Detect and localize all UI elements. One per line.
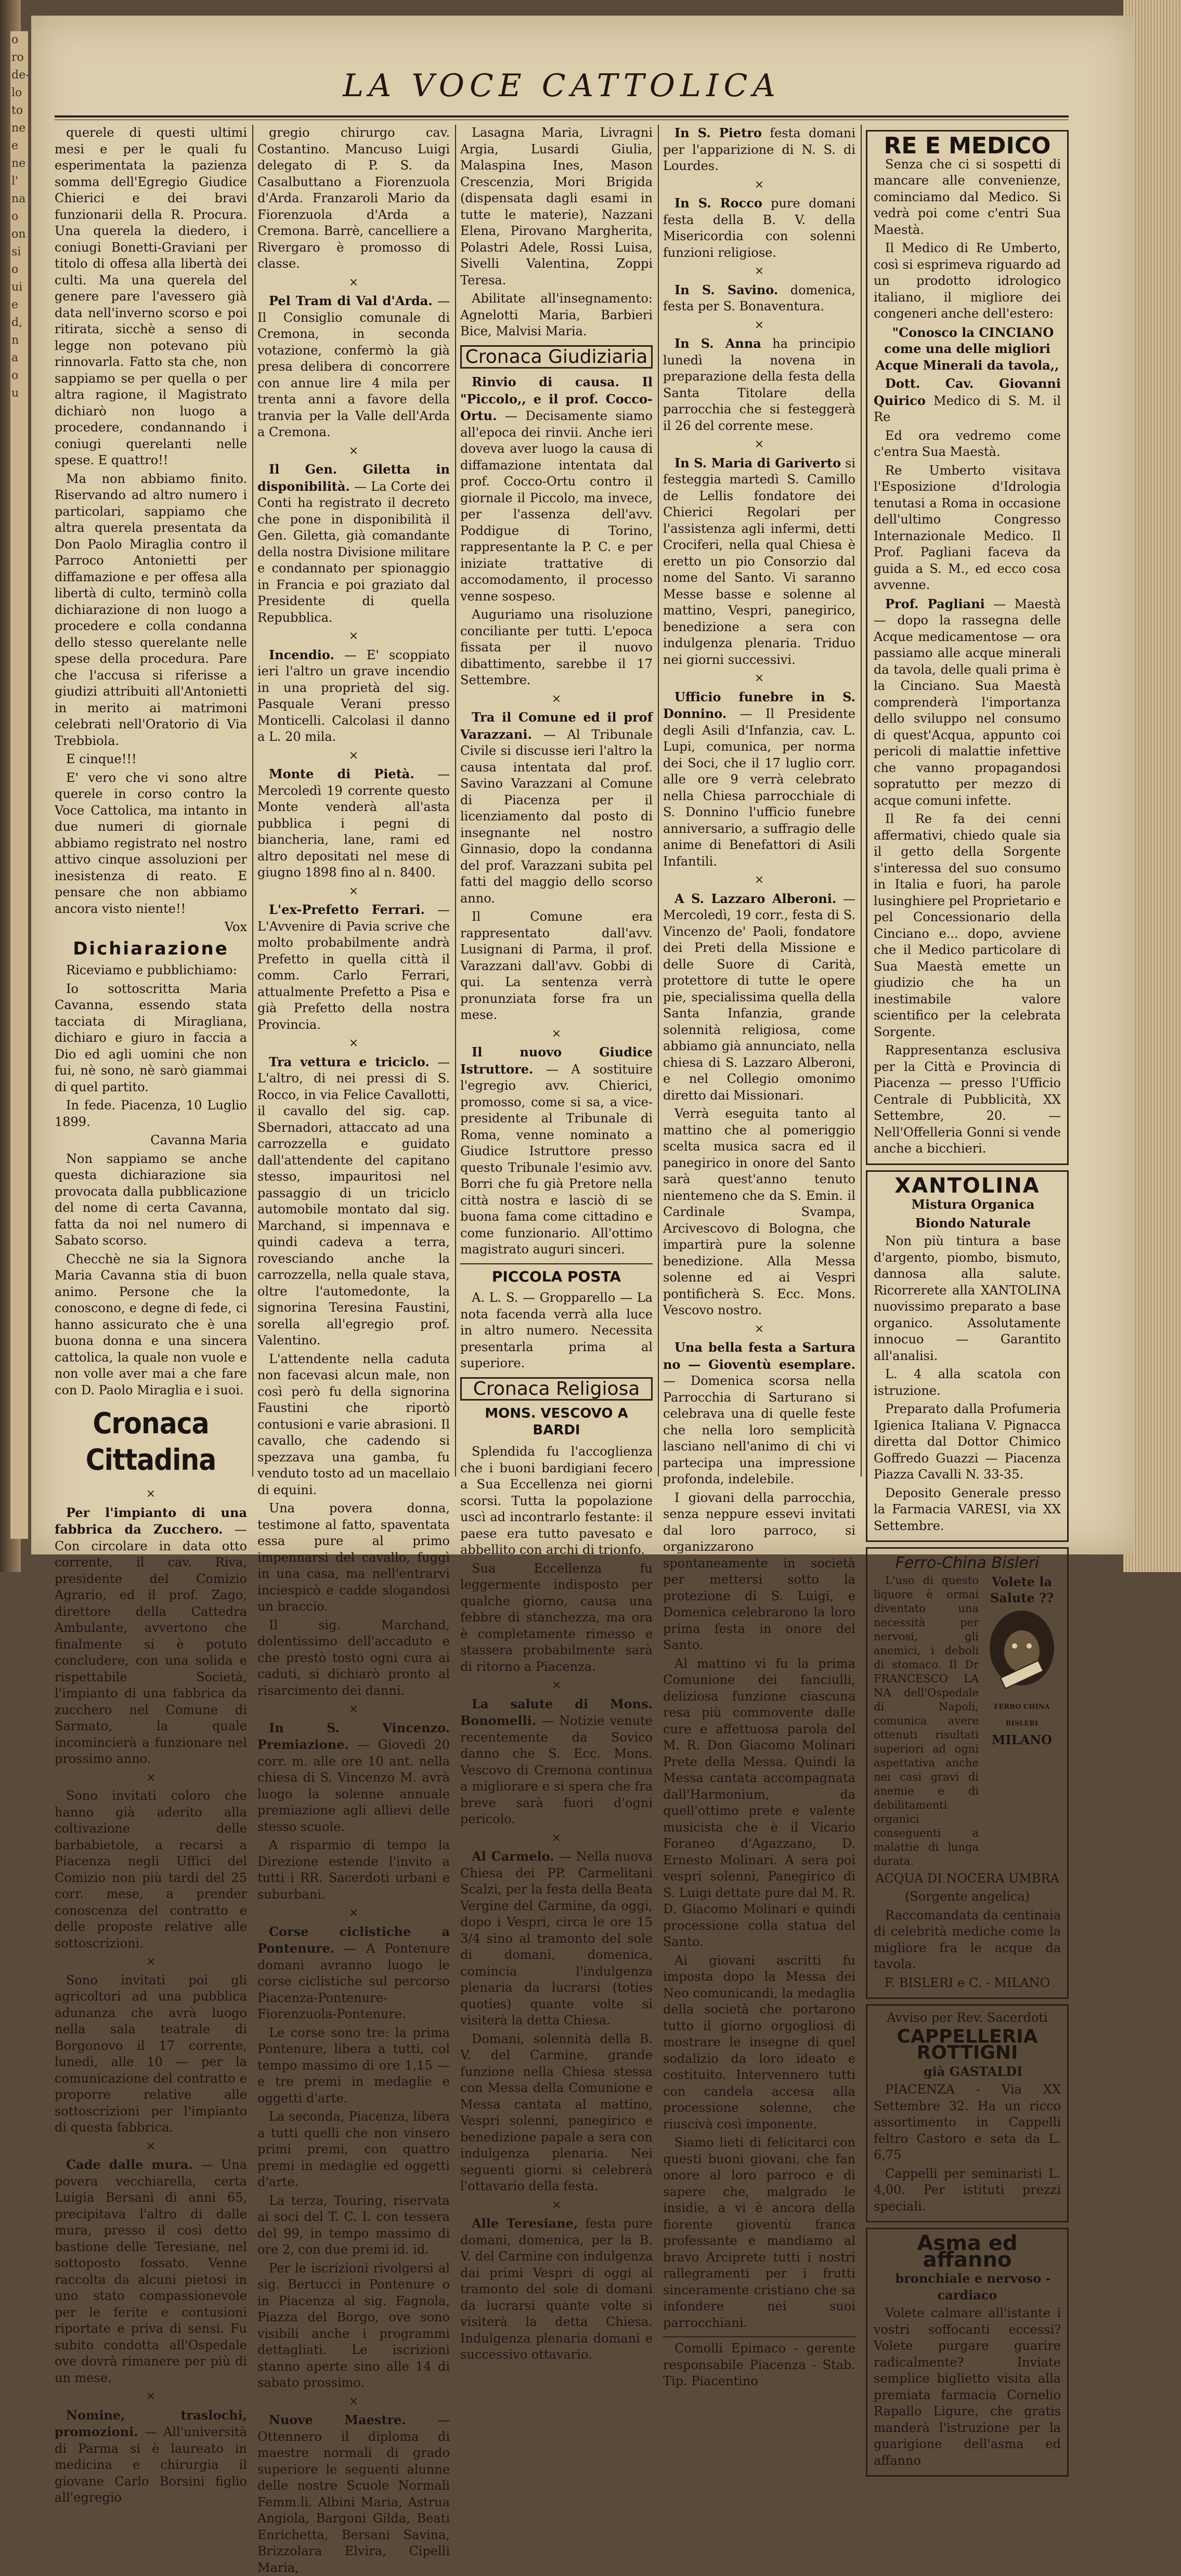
article-text: — Una povera vecchiarella, certa Luigia Bersani di anni 65, precipitava l'altro di dalle mura, presso il così detto bastione delle Teresiane, nel sottoposto fossato. Venne raccolta da alcuni pietosi in uno stato compassionevole per le ferite e contusioni riportate e priva di sensi. Fu subito condotta all'Ospedale ove dovrà rimanere per più di un mese. [55,2157,247,2385]
article-paragraph [460,2215,653,2363]
footer-imprint: Comolli Epimaco - gerente responsabile Piacenza - Stab. Tip. Piacentino [663,2336,855,2390]
article-paragraph [663,195,855,261]
cross-separator: × [754,178,764,191]
article-heading: In S. Savino. [674,282,778,297]
ad-re-e-medico [866,130,1069,1165]
article-paragraph [257,647,450,746]
article-paragraph [257,1617,450,1699]
article-heading: L'ex-Prefetto Ferrari. [269,902,425,917]
article-heading: In S. Pietro [674,125,762,140]
article-paragraph [663,689,855,870]
article-text: Al mattino vi fu la prima Comunione dei fanciulli, deliziosa funzione ciascuna resa più commovente dalle cure e affettuosa parola del M. R. Don Giacomo Molinari Prete della Messa. Quindi la Messa cantata accompagnata dall'Harmonium, da quell'ottimo prete e valente musicista che è il Vicario Foraneo d'Agazzano, D. Ernesto Molinari. A sera poi vespri solenni, Panegirico di S. Luigi dettate pure dal M. R. D. Giacomo Molinari e quindi processione colla statua del Santo. [663,1656,855,1949]
ad-paragraph: Cappelli per seminaristi L. 4,00. Per istituti prezzi speciali. [874,2166,1061,2214]
article-paragraph: A. L. S. — Gropparello — La nota facenda verrà alla luce in altro numero. Necessita presentarla prima al superiore. [460,1290,653,1370]
article-text: festa pure domani, domenica, per la B. V. del Carmine con indulgenza dai primi Vespri di oggi al tramonto del sole di domani da lucrarsi quante volte si visiterà la detta Chiesa. Indulgenza plenaria domani e successivo ottavario. [460,2216,653,2362]
article-paragraph [257,2412,450,2576]
article-text: — Decisamente siamo all'epoca dei rinvii. Anche ieri doveva aver luogo la causa di diffamazione intentata dal prof. Cocco-Ortu contro il giornale il Piccolo, ma invece, per l'assenza dell'avv. Poddigue di Torino, rappresentante la P. C. e per iniziate trattative di accomodamento, il processo venne sospeso. [460,409,653,604]
article-text: gregio chirurgo cav. Costantino. Mancuso Luigi delegato di P. S. da Casalbuttano a Fiorenzuola d'Arda. Franzaroli Mario da Fiorenzuola d'Arda a Cremona. Barrè, cancelliere a Rivergaro è promosso di classe. [257,125,450,271]
ad-title: XANTOLINA [894,1173,1040,1198]
ad-paragraph [874,156,1061,239]
article-text: — Nella nuova Chiesa dei PP. Carmelitani Scalzi, per la festa della Beata Vergine del Carmine, da oggi, dopo i Vespri, circa le ore 15 3/4 sino al tramonto del sole di domani, domenica, comincia l'indulgenza plenaria da lucrarsi (toties quoties) quante volte si visiterà la detta Chiesa. [460,1849,653,2028]
edge-text-fragment: ro [11,51,24,64]
cross-separator: × [348,276,359,289]
article-text: — Giovedì 20 corr. m. alle ore 10 ant. nella chiesa di S. Vincenzo M. avrà luogo la solenne annuale premiazione agli allievi delle stesso scuole. [257,1737,450,1834]
article-paragraph [460,1444,653,1559]
article-text: — L'Avvenire di Pavia scrive che molto probabilmente andrà Prefetto in quella città il comm. Carlo Ferrari, attualmente Prefetto a Pisa e già Prefetto della nostra Provincia. [257,903,450,1032]
edge-text-fragment: n [11,334,19,347]
article-paragraph: Non sappiamo se anche questa dichiarazione sia provocata dalla pubblicazione del nome di certa Cavanna, fatta da noi nel numero di Sabato scorso. [55,1151,247,1248]
article-heading: Dott. Cav. Giovanni Quirico [874,376,1061,408]
section-title-cronaca-cittadina: Cronaca Cittadina [85,1407,216,1477]
cross-separator: × [551,2198,562,2212]
ad-heading: Avviso per Rev. Sacerdoti [887,2010,1048,2025]
article-text: — Domenica scorsa nella Parrocchia di Sarturano si celebrava una di quelle feste che nella loro semplicità lasciano nell'animo di chi vi partecipa una impressione profonda, indelebile. [663,1374,855,1486]
ad-title: CAPPELLERIA ROTTIGNI [897,2025,1038,2063]
ad-subtitle: (Sorgente angelica) [904,1889,1030,1904]
article-text: si festeggia martedì S. Camillo de Lellis fondatore dei Chierici Regolari per l'assistenza agli infermi, detti Crociferi, nella qual Chiesa è eretto un pio Consorzio dal nome del Santo. Vi saranno Messe basse e solenne al mattino, Vespri, panegirico, benedizione a sera con indulgenza plenaria. Triduo nei giorni successivi. [663,455,855,667]
article-text: Una povera donna, testimone al fatto, spaventata essa pure al primo impennarsi del cavallo, fuggì in una casa, ma nell'entrarvi inciespicò e cadde slogandosi un braccio. [257,1501,450,1614]
lion-head-icon [985,1606,1058,1695]
article-text: — All'università di Parma si è laureato in medicina e chirurgia il giovane Carlo Borsini figlio all'egregio [55,2425,247,2505]
edge-text-fragment: ne [11,157,26,170]
ad-paragraph: Preparato dalla Profumeria Igienica Italiana V. Pignacca diretta dal Dottor Chimico Goffredo Guazzi — Piacenza Piazza Cavalli N. 33-35. [874,1402,1061,1482]
article-paragraph [460,2031,653,2195]
article-heading: In S. Vincenzo. Premiazione. [257,1720,450,1752]
article-heading: Tra vettura e triciclo. [269,1054,430,1069]
edge-text-fragment: na [11,192,26,205]
edge-text-fragment: o [11,210,19,223]
article-text: Senza che ci si sospetti di mancare alle convenienze, cominciamo dal Medico. Si vedrà poi come c'entri Sua Maestà. [874,156,1061,237]
article-text: — E' scoppiato ieri l'altro un grave incendio in una proprietà del sig. Pasquale Verani presso Monticelli. Calcolasi il danno a L. 20 mila. [257,647,450,744]
article-heading: In S. Anna [674,336,761,351]
cross-separator: × [348,1037,359,1050]
article-text: Sua Eccellenza fu leggermente indisposto per qualche giorno, causa una febbre di stanchezza, ma ora è completamente rimesso e stassera probabilmente sarà di ritorno a Piacenza. [460,1561,653,1674]
article-text: ha principio lunedì la novena in preparazione della festa della Santa Titolare della parrocchia che si festeggerà il 26 del corrente mese. [663,336,855,433]
article-paragraph [663,2135,855,2331]
previous-page-edge [10,31,28,1539]
article-paragraph [663,1490,855,1654]
article-paragraph [257,1351,450,1499]
article-text: La terza, Touring, riservata ai soci del T. C. I. con tessera del 99, in tempo massimo di ore 2, con due premi id. id. [257,2193,450,2257]
article-text: — Con circolare in data otto corrente, il cav. Riva, presidente del Comizio Agrario, ed il prof. Zago, direttore della Cattedra Ambulante, avvertono che finalmente si è potuto concludere, con una solida e rispettabile Società, l'impianto di una fabbrica da zucchero nel Comune di Sarmato, la quale incomincierà a funzionare nel prossimo anno. [55,1522,247,1766]
edge-text-fragment: on [11,228,26,241]
article-paragraph [663,125,855,175]
article-paragraph [257,766,450,881]
ad-paragraph: Deposito Generale presso la Farmacia VARESI, via XX Settembre. [874,1485,1061,1533]
ad-cappelleria-rottigni [866,2004,1069,2222]
article-text: — A sostituire l'egregio avv. Chierici, promosso, come si sa, a vice-presidente al Tribunale di Roma, venne nominato a Giudice Istruttore presso questo Tribunale l'esimio avv. Borri che fu già Pretore nella città nostra e lasciò di se buona fama come cittadino e come funzionario. All'ottimo magistrato auguri sinceri. [460,1062,653,1257]
cross-separator: × [146,1771,156,1784]
ad-xantolina [866,1170,1069,1542]
article-text: Siamo lieti di felicitarci con questi buoni giovani, che fan onore al loro parroco e di sapere che, malgrado le insidie, a vi è ancora della fiorente gioventù franca professante e mandiamo al bravo Arciprete tutti i nostri rallegramenti per i frutti sinceramente cristiano che sa infondere nei suoi parrocchiani. [663,2135,855,2330]
cross-separator: × [348,2395,359,2408]
article-text: domenica, festa per S. Bonaventura. [663,282,855,313]
article-signature: Cavanna Maria [150,1133,247,1147]
article-heading: Nomine, traslochi, promozioni. [55,2407,247,2439]
article-heading: Nuove Maestre. [269,2412,406,2427]
ad-paragraph: Volete calmare all'istante i vostri soffocanti eccessi? Volete purgare guarire radicalmente? Inviate semplice biglietto visita alla premiata farmacia Cornelio Rapallo Ligure, che gratis manderà l'istruzione per la guarigione dell'asma ed affanno [874,2306,1061,2468]
section-title-cronaca-giudiziaria: Cronaca Giudiziaria [460,345,653,369]
ad-paragraph: L'uso di questo liquore è ormai diventato una necessità per nervosi, gli anemici, i deboli di stomaco. Il Dr FRANCESCO LA NA dell'Ospedale di Napoli, comunica avere ottenuti risultati superiori ad ogni aspettativa anche nei casi gravi di anemie e di debilitamenti organici conseguenti a malattie di lunga durata. [874,1574,979,1867]
article-paragraph [257,1500,450,1615]
article-heading: Rinvio di causa. Il "Piccolo,, e il prof. Cocco-Ortu. [460,374,653,423]
article-paragraph: Io sottoscritta Maria Cavanna, essendo stata tacciata di Miragliana, dichiaro e giuro in faccia a Dio ed agli uomini che non fui, nè sono, nè sarò giammai di quel partito. [55,981,247,1094]
article-text: La seconda, Piacenza, libera a tutti quelli che non vinsero primi premi, con quattro premi in medaglie ed oggetti d'arte. [257,2109,450,2189]
article-paragraph [257,1720,450,1836]
edge-text-fragment: l' [11,175,19,188]
ad-paragraph: Raccomandata da centinaia di celebrità mediche come la migliore fra le acque da tavola. [874,1907,1061,1971]
ad-title: RE E MEDICO [884,133,1051,159]
edge-text-fragment: e [11,298,19,311]
edge-text-fragment: ne [11,122,26,135]
ad-title: Ferro-China Bisleri [895,1554,1040,1572]
article-paragraph: Riceviamo e pubblichiamo: [66,963,237,977]
article-paragraph [55,2156,247,2386]
article-text: — Maestà — dopo la rassegna delle Acque medicamentose — ora passiamo alle acque minerali da tavola, delle quali prima è la Cinciano. Sua Maestà comprenderà l'importanza dello sviluppo nel consumo di quest'Acqua, appunto coi pericoli di malattie infettive che vanno propagandosi sopratutto per mezzo di acque comuni infette. [874,596,1061,808]
article-text: Per le iscrizioni rivolgersi al sig. Bertucci in Pontenure o in Piacenza al sig. Fagnola, Piazza del Borgo, ove sono visibili anche i programmi dettagliati. Le iscrizioni stanno aperte sino alle 14 di sabato prossimo. [257,2260,450,2390]
cross-separator: × [551,1679,562,1692]
cross-separator: × [348,749,359,762]
cross-separator: × [551,1027,562,1040]
article-paragraph [460,909,653,1024]
article-paragraph [460,1848,653,2029]
article-text: Ed ora vedremo come c'entra Sua Maestà. [874,428,1061,459]
article-paragraph: E cinque!!! [66,752,137,766]
article-text: Ai giovani ascritti fu imposta dopo la Messa dei Neo comunicandi, la medaglia della società che portarono tutto il giorno orgogliosi di mostrare le insegne di quel sodalizio da loro ideato e costituito. Intervennero tutti con candela accesa alla processione solenne, che riuscivà così imponente. [663,1953,855,2132]
article-text: Il Medico di Re Umberto, così si esprimeva riguardo ad un prodotto idrologico italiano, il migliore dei congeneri anche dell'estero: [874,241,1061,321]
edge-text-fragment: e [11,139,19,152]
article-paragraph [257,901,450,1033]
section-title-cronaca-religiosa: Cronaca Religiosa [460,1377,653,1401]
article-paragraph: querele di questi ultimi mesi e per le quali fu esperimentata la pazienza somma dell'Egregio Giudice Chierici e dei bravi funzionarii della R. Procura. Una querela la diedero, i coniugi Bonetti-Graviani per titolo di offesa alla libertà dei culti. Ma una querela del genere pare l'avessero già data nell'inverno scorso e poi ritirata, sicchè a senso di legge non potevano più rinnovarla. Fatto sta che, non sappiamo se per quella o per altra ragione, il Magistrato dichiarò non luogo a procedere, condannando i coniugi querelanti nelle spese. E quattro!! [55,125,247,467]
article-paragraph [55,1972,247,2136]
article-heading: Cade dalle mura. [66,2157,193,2172]
ad-subtitle: già GASTALDI [923,2063,1023,2079]
cross-separator: × [348,1703,359,1716]
article-heading: Una bella festa a Sartura no — Gioventù esemplare. [663,1340,855,1372]
article-heading: Incendio. [269,647,334,662]
article-text: Auguriamo una risoluzione conciliante per tutti. L'epoca fissata per il nuovo dibattimento, sarebbe il 17 Settembre. [460,607,653,687]
ad-maker: F. BISLERI e C. - MILANO [884,1975,1050,1990]
cross-separator: × [348,444,359,457]
article-text: L'attendente nella caduta non facevasi alcun male, non così però fu della signorina Faustini che riportò contusioni e varie abrasioni. Il cavallo, che cadendo si spezzava una gamba, fu venduto tosto ad un macellaio di equini. [257,1351,450,1497]
article-paragraph [257,2193,450,2258]
article-text: — Mercoledì 19 corrente questo Monte venderà all'asta pubblica i pegni di biancheria, lane, rami ed altro depositati nel mese di giugno 1898 fino al n. 8400. [257,767,450,880]
ad-subtitle: Mistura Organica [911,1197,1035,1212]
article-paragraph [663,282,855,315]
article-paragraph: Lasagna Maria, Livragni Argia, Lusardi Giulia, Malaspina Ines, Mason Crescenzia, Mori Brigida (dispensata dagli esami in tutte le materie), Nazzani Elena, Pirovano Margherita, Polastri Adele, Rossi Luisa, Sivelli Valentina, Zoppi Teresa. [460,125,653,287]
article-text: Medico di S. M. il Re [874,393,1061,424]
cross-separator: × [754,265,764,278]
section-title-dichiarazione: Dichiarazione [73,938,229,959]
lion-logo [983,1574,1061,1871]
edge-text-fragment: a [11,351,19,364]
cross-separator: × [348,1906,359,1919]
edge-text-fragment: u [11,387,19,400]
article-paragraph [55,1788,247,1952]
ad-paragraph [874,375,1061,426]
article-heading: Ufficio funebre in S. Donnino. [663,689,855,721]
edge-text-fragment: o [11,263,19,276]
ad-heading: ACQUA DI NOCERA UMBRA [875,1871,1059,1886]
ad-ferro-china-bisleri [866,1547,1069,1999]
article-paragraph [663,1656,855,1951]
cross-separator: × [754,873,764,886]
article-text: A risparmio di tempo la Direzione estende l'invito a tutti i RR. Sacerdoti urbani e suburbani. [257,1838,450,1902]
ad-paragraph [874,240,1061,322]
article-paragraph [55,2407,247,2506]
article-heading: Corse ciclistiche a Pontenure. [257,1924,450,1956]
cross-separator: × [146,2390,156,2403]
edge-text-fragment: to [11,104,23,117]
article-heading: Il Gen. Giletta in disponibilità. [257,462,450,494]
article-heading: In S. Maria di Gariverto [674,455,841,470]
section-subtitle: MONS. VESCOVO A BARDI [485,1406,628,1438]
article-heading: Monte di Pietà. [269,766,414,781]
edge-text-fragment: de- [11,69,30,82]
article-paragraph [663,1339,855,1488]
article-paragraph: Ma non abbiamo finito. Riservando ad altro numero i particolari, sappiamo che altra querela presentata da Don Paolo Miraglia contro il Parroco Antonietti per diffamazione e per offesa alla libertà di culto, terminò colla dichiarazione di non luogo a procedere e colla condanna dello stesso querelante nelle spese della procedura. Pare che l'accusa si riferisse a giudizi attribuiti all'Antonietti in merito ai matrimoni celebrati nell'Oratorio di Via Trebbiola. [55,471,247,748]
edge-text-fragment: o [11,33,19,46]
ad-title: Asma ed affanno [917,2231,1018,2272]
article-paragraph [460,1696,653,1828]
ad-paragraph [874,811,1061,1040]
article-text: — La Corte dei Conti ha registrato il decreto che pone in disponibilità il Gen. Giletta, già comandante della nostra Divisione militare e condannato per spionaggio in Francia e poi graziato dal Presidente di quella Repubblica. [257,479,450,625]
column-separator [455,125,456,1476]
column-4 [663,125,856,2388]
article-heading: Alle Teresiane, [472,2216,578,2231]
article-heading: Prof. Pagliani [885,596,985,611]
article-text: Verrà eseguita tanto al mattino che al pomeriggio scelta musica sacra ed il panegirico in onore del Santo sarà quest'anno tenuto nientemeno che da S. Emin. il Cardinale Svampa, Arcivescovo di Bologna, che impartirà pure la solenne benedizione. Alla Messa solenne ed ai Vespri pontificherà S. Ecc. Mons. Vescovo nostro. [663,1106,855,1317]
column-3 [460,125,653,2362]
cross-separator: × [754,1322,764,1336]
article-text: pure domani festa della B. V. della Misericordia con solenni funzioni religiose. [663,196,856,260]
article-paragraph [460,607,653,689]
cross-separator: × [348,630,359,643]
column-separator [252,125,253,1476]
article-paragraph [663,455,855,669]
article-signature: Vox [224,920,247,934]
cross-separator: × [551,1831,562,1845]
article-paragraph [460,1561,653,1676]
article-text: Il Comune era rappresentato dall'avv. Lusignani di Parma, il prof. Varazzani dall'avv. Gobbi di qui. La sentenza verrà pronunziata forse fra un mese. [460,909,653,1022]
column-separator [658,125,659,1476]
ad-logo-text: FERRO CHINA BISLERI [994,1703,1050,1728]
article-paragraph: Checchè ne sia la Signora Maria Cavanna stia di buon animo. Persone che la conoscono, e degne di fede, ci hanno assicurato che è una buona donna e una sincera cattolica, la quale non vuole e non volle aver mai a che fare con D. Paolo Miraglia e i suoi. [55,1251,247,1397]
article-paragraph [257,2025,450,2107]
article-text: — Mercoledì, 19 corr., festa di S. Vincenzo de' Paoli, fondatore dei Preti della Missione e delle Suore di Carità, protettore di tutte le opere pie, specialissima quella della Santa Infanzia, grande solennità religiosa, come abbiamo già annunciato, nella chiesa di S. Lazzaro Alberoni, e nel Collegio omonimo diretto dai Missionari. [663,891,855,1103]
article-text: — L'altro, di nei pressi di S. Rocco, in via Felice Cavallotti, il cavallo del sig. cap. Sbernadori, attaccato ad una carrozzella e guidato dall'attendente del capitano stesso, impauritosi nel passaggio di un triciclo automobile montato dal sig. Marchand, si impennava e quindi cadeva a terra, rovesciando anche la carrozzella, nella quale stava, oltre l'automedonte, la signorina Teresina Faustini, sorella all'egregio prof. Valentino. [257,1054,450,1348]
article-paragraph [663,891,855,1104]
masthead-title: LA VOCE CATTOLICA [343,68,781,104]
article-text: Re Umberto visitava l'Esposizione d'Idrologia tenutasi a Roma in occasione dell'ultimo Congresso Internazionale Medico. Il Prof. Pagliani faceva da guida a S. M., ed ecco cosa avvenne. [874,463,1061,592]
cross-separator: × [146,1487,156,1500]
cross-separator: × [754,438,764,451]
edge-text-fragment: si [11,245,21,258]
edge-text-fragment: o [11,369,19,382]
edge-text-fragment: ui [11,281,23,294]
article-text: — A Pontenure domani avranno luogo le corse ciclistiche sul percorso Piacenza-Pontenure-Fiorenzuola-Pontenure. [257,1941,450,2021]
article-text: Domani, solennità della B. V. del Carmine, grande funzione nella Chiesa stessa con Messa della Comunione e Messa cantata al mattino, Vespri solenni, panegirico e benedizione papale a sera con indulgenza plenaria. Nei seguenti giorni si celebrerà l'ottavario della festa. [460,2031,653,2193]
article-paragraph: In fede. Piacenza, 10 Luglio 1899. [55,1098,247,1129]
article-text: Sono invitati poi gli agricoltori ad una pubblica adunanza che avrà luogo nella sala teatrale di Borgonovo il 17 corrente, lunedì, alle 10 — per la comunicazione del contratto e proporre relative alle sottoscrizioni per l'impianto di questa fabbrica. [55,1972,247,2135]
article-paragraph [257,2109,450,2191]
article-paragraph [460,1044,653,1258]
article-text: festa domani per l'apparizione di N. S. di Lourdes. [663,126,856,173]
article-text: — Il Consiglio comunale di Cremona, in seconda votazione, confermò la già presa delibera di concorrere con annue lire 4 mila per trenta anni a favore della tranvia per la Valle dell'Arda a Cremona. [257,294,450,439]
article-text: Le corse sono tre: la prima Pontenure, libera a tutti, col tempo massimo di ore 1,15 — e tre premi in medaglie e oggetti d'arte. [257,2025,450,2106]
ad-paragraph [874,1042,1061,1157]
cross-separator: × [754,672,764,685]
article-text: Sono invitati coloro che hanno già aderito alla coltivazione delle barbabietole, a recarsi a Piacenza negli Uffici del Comizio non più tardi del 25 corr. mese, a prender conoscenza del contratto e delle proposte relative alle sottoscrizioni. [55,1788,247,1951]
article-heading: Pel Tram di Val d'Arda. [269,293,433,308]
ad-row [874,1574,1061,1871]
column-5-ads [866,125,1069,2468]
article-paragraph [257,461,450,626]
masthead [55,68,1069,114]
cross-separator: × [146,1955,156,1968]
edge-text-fragment: lo [11,86,22,99]
article-heading: A S. Lazzaro Alberoni. [674,891,837,906]
article-paragraph [460,374,653,605]
article-paragraph [55,1505,247,1768]
article-text: Splendida fu l'accoglienza che i buoni bardigiani fecero a Sua Eccellenza nei giorni scorsi. Tutta la popolazione uscì ad incontrarlo festante: il paese era tutto pavesato e abbellito con archi di trionfo. [460,1444,653,1557]
article-text: — Ottennero il diploma di maestre normali di grado superiore le seguenti alunne delle nostre Scuole Normali Femm.li. Albini Maria, Astrua Angiola, Bargoni Gilda, Beati Enrichetta, Bersani Savina, Brizzolara Elvira, Cipelli Maria, [257,2413,450,2575]
article-paragraph: E' vero che vi sono altre querele in corso contro la Voce Cattolica, ma intanto in due numeri di giornale abbiamo registrato nel nostro attivo cinque assoluzioni per inesistenza di reato. E pensare che non abbiamo ancora visto niente!! [55,770,247,916]
article-paragraph [663,1106,855,1319]
article-text: I giovani della parrocchia, senza neppure essevi invitati dal loro parroco, si organizzarono spontaneamente in società per mettersi sotto la protezione di S. Luigi, e Domenica celebrarono la loro prima festa in onore del Santo. [663,1490,855,1652]
ad-paragraph [874,463,1061,594]
cross-separator: × [348,884,359,898]
article-text: — Al Tribunale Civile si discusse ieri l'altro la causa intentata dal prof. Savino Varazzani al Comune di Piacenza per il licenziamento dal posto di insegnante nel nostro Ginnasio, dopo la condanna del prof. Varazzani subita pel fatti del maggio dello scorso anno. [460,727,653,906]
article-paragraph [257,2260,450,2391]
ad-paragraph [874,596,1061,809]
cross-separator: × [146,2139,156,2153]
article-paragraph [663,335,855,434]
ad-badge: Volete la Salute ?? [990,1574,1054,1605]
column-2 [257,125,450,2575]
ad-paragraph [874,324,1061,374]
column-separator [861,125,862,1476]
cross-separator: × [551,692,562,705]
article-text: Il sig. Marchand, dolentissimo dell'accaduto e che prestò tosto ogni cura ai caduti, si dichiarò pronto al risarcimento dei danni. [257,1617,450,1698]
article-paragraph [257,1924,450,2023]
ad-paragraph: PIACENZA - Via XX Settembre 32. Ha un ricco assortimento in Cappelli feltro Castoro e seta da L. 6,75 [874,2082,1061,2162]
article-heading: "Conosco la CINCIANO come una delle migliori Acque Minerali da tavola,, [875,324,1059,373]
ad-asma [866,2228,1069,2477]
ad-city: MILANO [991,1732,1053,1747]
article-text: Il Re fa dei cenni affermativi, chiedo quale sia il getto della Sorgente s'interessa del suo consumo in Italia e fuori, ha parole lusinghiere pel Proprietario e pel Concessionario della Cinciano e... dopo, avviene che il Medico particolare di Sua Maestà emette un giudizio che ha un inestimabile valore scientifico per la celebrata Sorgente. [874,812,1061,1039]
ad-paragraph: L. 4 alla scatola con istruzione. [874,1367,1061,1398]
article-paragraph [257,125,450,272]
column-1 [55,125,247,2505]
article-paragraph [257,1837,450,1903]
section-title-piccola-posta: PICCOLA POSTA [460,1263,653,1285]
article-text: Rappresentanza esclusiva per la Città e Provincia di Piacenza — presso l'Ufficio Centrale di Pubblicità, XX Settembre, 20. — Nell'Offelleria Gonni si vende anche a bicchieri. [874,1043,1061,1156]
article-paragraph [257,1054,450,1349]
article-heading: Al Carmelo. [472,1849,554,1864]
ad-paragraph: Non più tintura a base d'argento, piombo, bismuto, dannosa alla salute. Ricorrerete alla XANTOLINA nuovissimo preparato a base organico. Assolutamente innocuo — Garantito all'analisi. [874,1234,1061,1363]
ad-paragraph [874,428,1061,461]
article-text: — Notizie venute recentemente da Sovico danno che S. Ecc. Mons. Vescovo di Cremona continua a migliorare e si spera che fra breve sarà fuori d'ogni pericolo. [460,1714,653,1826]
article-paragraph [257,293,450,441]
article-heading: Per l'impianto di una fabbrica da Zucchero. [55,1505,247,1537]
article-paragraph [460,709,653,907]
article-heading: La salute di Mons. Bonomelli. [460,1696,653,1728]
article-heading: In S. Rocco [674,195,762,211]
ad-subtitle: Biondo Naturale [915,1215,1031,1231]
ad-subtitle: bronchiale e nervoso - cardiaco [895,2271,1051,2303]
cross-separator: × [754,318,764,332]
article-heading: Tra il Comune ed il prof Varazzani. [460,710,653,742]
edge-text-fragment: d, [11,316,23,329]
masthead-rule [55,115,1069,117]
article-paragraph [663,1953,855,2133]
article-heading: Il nuovo Giudice Istruttore. [460,1044,653,1077]
newspaper-page [31,16,1134,2575]
article-paragraph: Abilitate all'insegnamento: Agnelotti Maria, Barbieri Bice, Malvisi Maria. [460,291,653,338]
article-text: — Il Presidente degli Asili d'Infanzia, cav. L. Lupi, comunica, per norma dei Soci, che il 17 luglio corr. alle ore 9 verrà celebrato nella Chiesa parrocchiale di S. Donnino l'ufficio funebre anniversario, a suffragio delle anime di Benefattori di Asili Infantili. [663,707,855,869]
